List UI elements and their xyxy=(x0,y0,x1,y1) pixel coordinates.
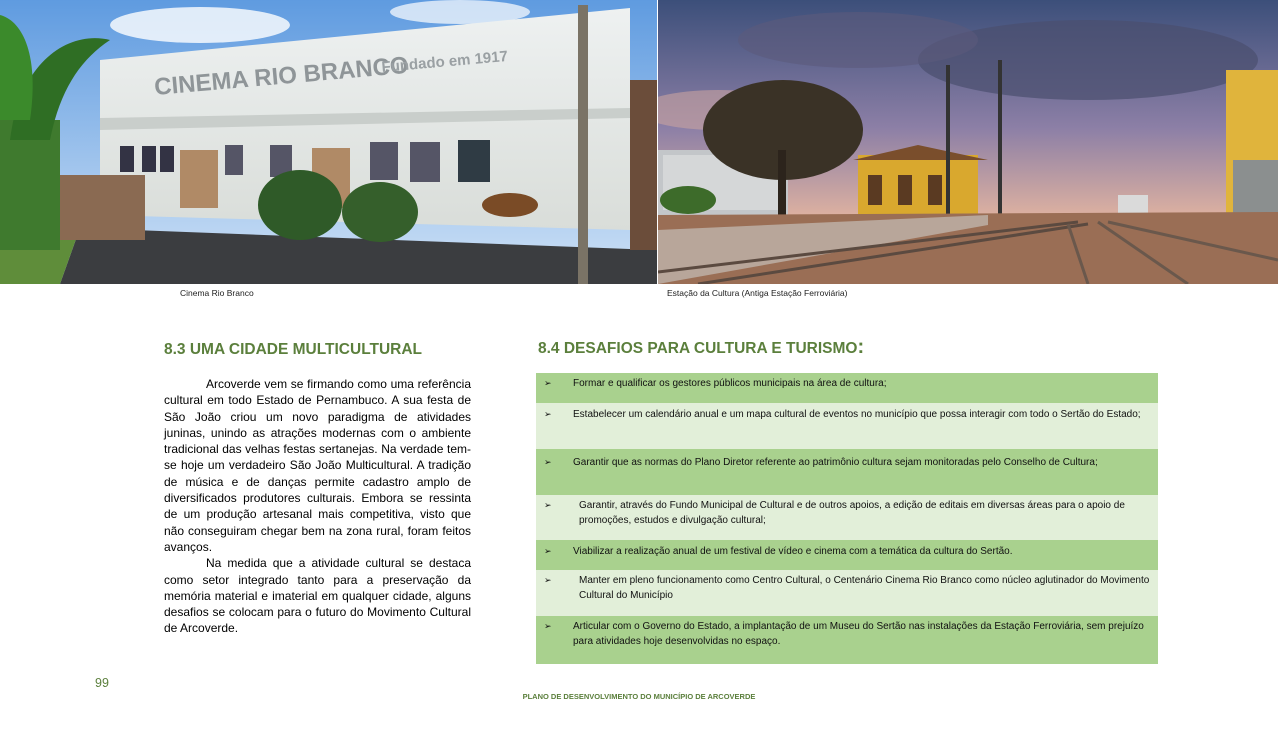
challenge-text: Estabelecer um calendário anual e um mapa cultural de eventos no município que possa interagir com todo o Sertão do Estado; xyxy=(573,409,1141,420)
cinema-photo xyxy=(0,0,657,284)
arrow-bullet-icon: ➢ xyxy=(544,621,552,631)
challenge-row xyxy=(536,616,1158,664)
challenge-row xyxy=(536,449,1158,495)
challenge-text: Manter em pleno funcionamento como Centro Cultural, o Centenário Cinema Rio Branco como núcleo aglutinador do Movimento Cultural do Município xyxy=(579,575,1150,602)
station-photo xyxy=(658,0,1278,284)
section-84-title-text: 8.4 DESAFIOS PARA CULTURA E TURISMO xyxy=(538,340,858,357)
page-number: 99 xyxy=(95,676,109,690)
arrow-bullet-icon: ➢ xyxy=(544,409,552,419)
section-84-title xyxy=(538,336,864,359)
challenge-text: Garantir que as normas do Plano Diretor referente ao patrimônio cultura sejam monitoradas pelo Conselho de Cultura; xyxy=(573,457,1098,468)
page-footer: PLANO DE DESENVOLVIMENTO DO MUNICÍPIO DE ARCOVERDE xyxy=(522,692,756,701)
section-84-title-colon: : xyxy=(857,336,865,358)
arrow-bullet-icon: ➢ xyxy=(544,546,552,556)
arrow-bullet-icon: ➢ xyxy=(544,575,552,585)
cinema-caption: Cinema Rio Branco xyxy=(180,288,254,298)
station-photo-image xyxy=(658,0,1278,284)
arrow-bullet-icon: ➢ xyxy=(544,457,552,467)
arrow-bullet-icon: ➢ xyxy=(544,500,552,510)
challenge-text: Viabilizar a realização anual de um festival de vídeo e cinema com a temática da cultura do Sertão. xyxy=(573,546,1013,557)
cinema-photo-image xyxy=(0,0,657,284)
challenge-row xyxy=(536,373,1158,403)
challenge-text: Articular com o Governo do Estado, a implantação de um Museu do Sertão nas instalações da Estação Ferroviária, sem prejuízo para atividades hoje desenvolvidas no espaço. xyxy=(573,621,1144,648)
facade-subsign: Fundado em 1917 xyxy=(380,48,509,76)
body-paragraph-2: Na medida que a atividade cultural se destaca como setor integrado tanto para a preservação da memória material e imaterial em qualquer cidade, alguns desafios se colocam para o futuro do Movimento Cultural de Arcoverde. xyxy=(164,556,471,636)
challenge-text: Formar e qualificar os gestores públicos municipais na área de cultura; xyxy=(573,378,887,389)
body-paragraph-1: Arcoverde vem se firmando como uma referência cultural em todo Estado de Pernambuco. A sua festa de São João criou um novo paradigma de atividades juninas, unindo as atrações modernas com o ambiente tradicional das velhas festas sertanejas. Na verdade tem-se hoje um verdadeiro São João Multicultural. A tradição de música e de danças permite cadastro amplo de diversificados produtores culturais. Embora se ressinta de um produção artesanal mais competitiva, visto que não conseguiram chegar bem na zona rural, foram feitos avanços. xyxy=(164,377,471,554)
section-83-title: 8.3 UMA CIDADE MULTICULTURAL xyxy=(164,341,423,358)
challenge-row xyxy=(536,570,1158,616)
challenge-row xyxy=(536,540,1158,570)
challenge-row xyxy=(536,495,1158,540)
arrow-bullet-icon: ➢ xyxy=(544,378,552,388)
station-caption: Estação da Cultura (Antiga Estação Ferroviária) xyxy=(667,288,848,298)
challenges-table xyxy=(536,373,1158,664)
challenge-text: Garantir, através do Fundo Municipal de Cultural e de outros apoios, a edição de editais em diversas áreas para o apoio de promoções, estudos e divulgação cultural; xyxy=(579,500,1125,527)
challenge-row xyxy=(536,403,1158,449)
section-83-body xyxy=(164,376,471,637)
facade-sign: CINEMA RIO BRANCO xyxy=(153,51,410,101)
